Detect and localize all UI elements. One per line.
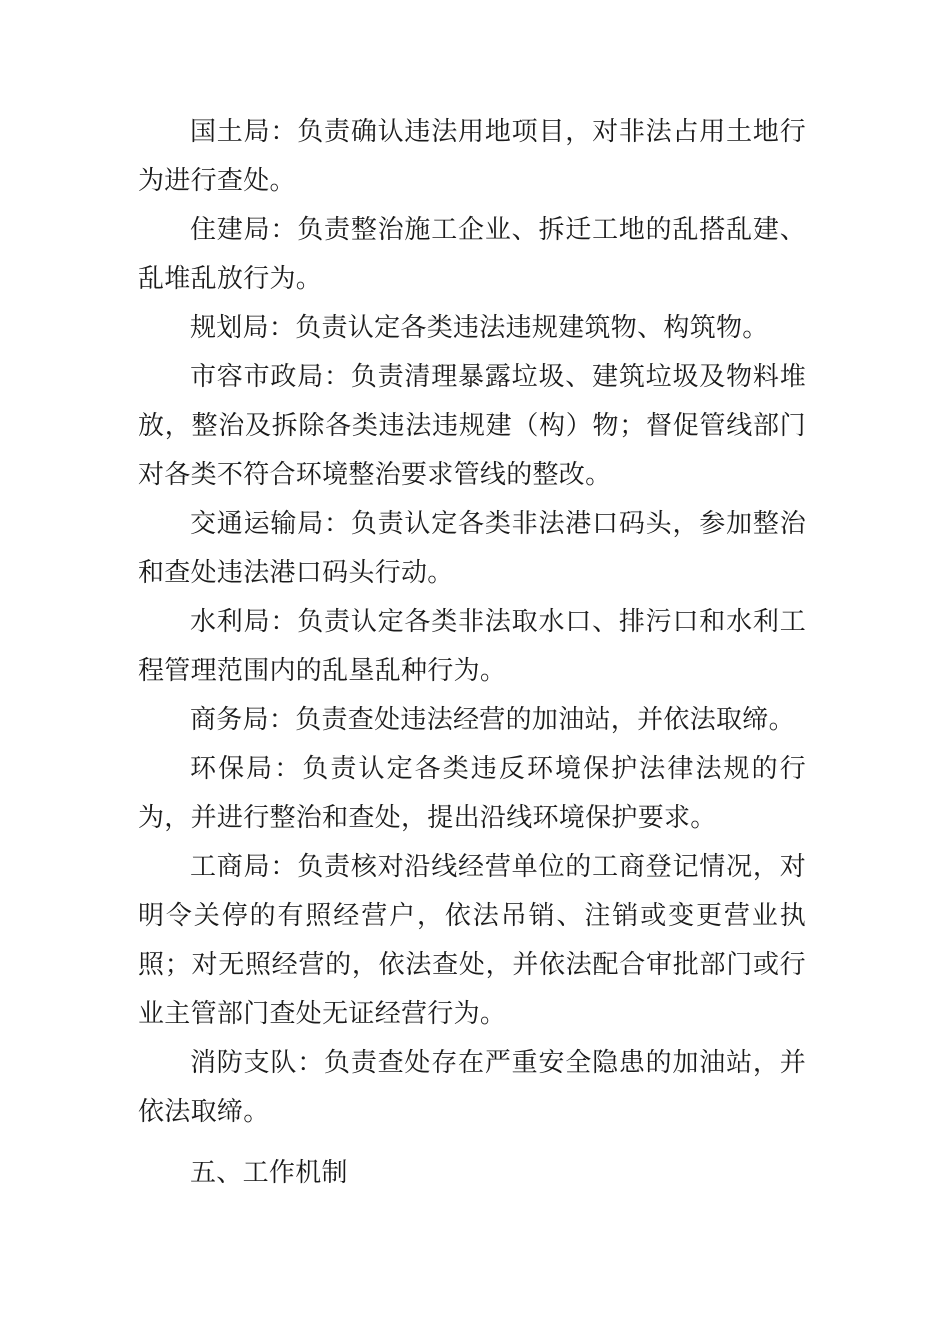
document-page [138,108,806,1198]
paragraph-commerce-bureau: 商务局：负责查处违法经营的加油站，并依法取缔。 [190,705,795,735]
paragraph-water-bureau: 水利局：负责认定各类非法取水口、排污口和水利工程管理范围内的乱垦乱种行为。 [138,607,806,686]
paragraph-fire-brigade: 消防支队：负责查处存在严重安全隐患的加油站，并依法取缔。 [138,1048,806,1127]
paragraph-land-bureau: 国土局：负责确认违法用地项目，对非法占用土地行为进行查处。 [138,117,806,196]
paragraph-transport-bureau: 交通运输局：负责认定各类非法港口码头，参加整治和查处违法港口码头行动。 [138,509,806,588]
paragraph-planning-bureau: 规划局：负责认定各类违法违规建筑物、构筑物。 [190,313,769,343]
paragraph-industry-commerce-bureau: 工商局：负责核对沿线经营单位的工商登记情况，对明令关停的有照经营户，依法吊销、注销或变更营业执照；对无照经营的，依法查处，并依法配合审批部门或行业主管部门查处无证经营行为。 [138,852,806,1029]
section-heading: 五、工作机制 [190,1158,348,1188]
paragraph-city-admin-bureau: 市容市政局：负责清理暴露垃圾、建筑垃圾及物料堆放，整治及拆除各类违法违规建（构）物；督促管线部门对各类不符合环境整治要求管线的整改。 [138,362,806,490]
paragraph-environment-bureau: 环保局：负责认定各类违反环境保护法律法规的行为，并进行整治和查处，提出沿线环境保护要求。 [138,754,806,833]
paragraph-housing-bureau: 住建局：负责整治施工企业、拆迁工地的乱搭乱建、乱堆乱放行为。 [138,215,806,294]
